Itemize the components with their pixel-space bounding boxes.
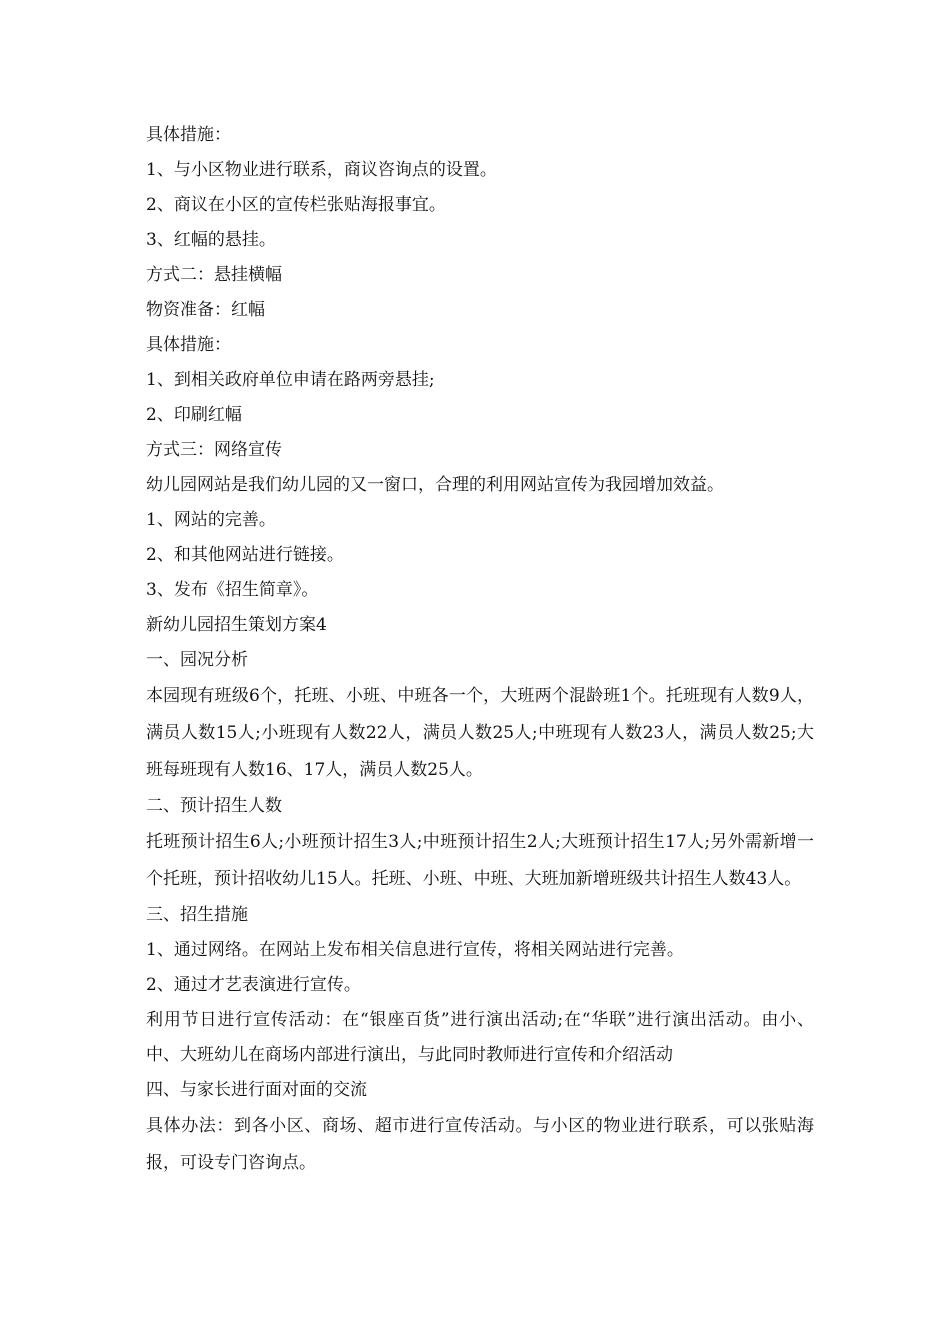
document-body bbox=[146, 118, 814, 1182]
section-title: 新幼儿园招生策划方案4 bbox=[146, 615, 327, 635]
list-item: 2、印刷红幅 bbox=[146, 405, 242, 425]
section-heading: 四、与家长进行面对面的交流 bbox=[146, 1080, 367, 1100]
section-heading: 一、园况分析 bbox=[146, 650, 248, 670]
body-text: 幼儿园网站是我们幼儿园的又一窗口，合理的利用网站宣传为我园增加效益。 bbox=[146, 475, 724, 495]
measures-heading: 具体措施： bbox=[146, 125, 231, 145]
enrollment-paragraph: 托班预计招生6人;小班预计招生3人;中班预计招生2人;大班预计招生17人;另外需新增一个托班，预计招收幼儿15人。托班、小班、中班、大班加新增班级共计招生人数43人。 bbox=[146, 832, 814, 889]
measures-heading: 具体措施： bbox=[146, 335, 231, 355]
situation-paragraph: 本园现有班级6个，托班、小班、中班各一个，大班两个混龄班1个。托班现有人数9人，满员人数15人;小班现有人数22人，满员人数25人;中班现有人数23人，满员人数25;大班每班现有人数16、17人，满员人数25人。 bbox=[146, 686, 814, 780]
list-item: 3、红幅的悬挂。 bbox=[146, 230, 276, 250]
list-item: 2、商议在小区的宣传栏张贴海报事宜。 bbox=[146, 195, 446, 215]
list-item: 1、与小区物业进行联系，商议咨询点的设置。 bbox=[146, 160, 497, 180]
list-item: 1、通过网络。在网站上发布相关信息进行宣传，将相关网站进行完善。 bbox=[146, 940, 684, 960]
materials-line: 物资准备：红幅 bbox=[146, 300, 265, 320]
list-item: 1、到相关政府单位申请在路两旁悬挂; bbox=[146, 370, 435, 390]
list-item: 2、通过才艺表演进行宣传。 bbox=[146, 975, 361, 995]
method-heading: 方式二：悬挂横幅 bbox=[146, 265, 282, 285]
festival-paragraph: 利用节日进行宣传活动：在“银座百货”进行演出活动;在“华联”进行演出活动。由小、中、大班幼儿在商场内部进行演出，与此同时教师进行宣传和介绍活动 bbox=[146, 1010, 814, 1065]
section-heading: 二、预计招生人数 bbox=[146, 796, 282, 816]
section-heading: 三、招生措施 bbox=[146, 905, 248, 925]
method-paragraph: 具体办法：到各小区、商场、超市进行宣传活动。与小区的物业进行联系，可以张贴海报，可设专门咨询点。 bbox=[146, 1116, 814, 1173]
list-item: 3、发布《招生简章》。 bbox=[146, 580, 319, 600]
method-heading: 方式三：网络宣传 bbox=[146, 440, 282, 460]
list-item: 1、网站的完善。 bbox=[146, 510, 276, 530]
list-item: 2、和其他网站进行链接。 bbox=[146, 545, 344, 565]
